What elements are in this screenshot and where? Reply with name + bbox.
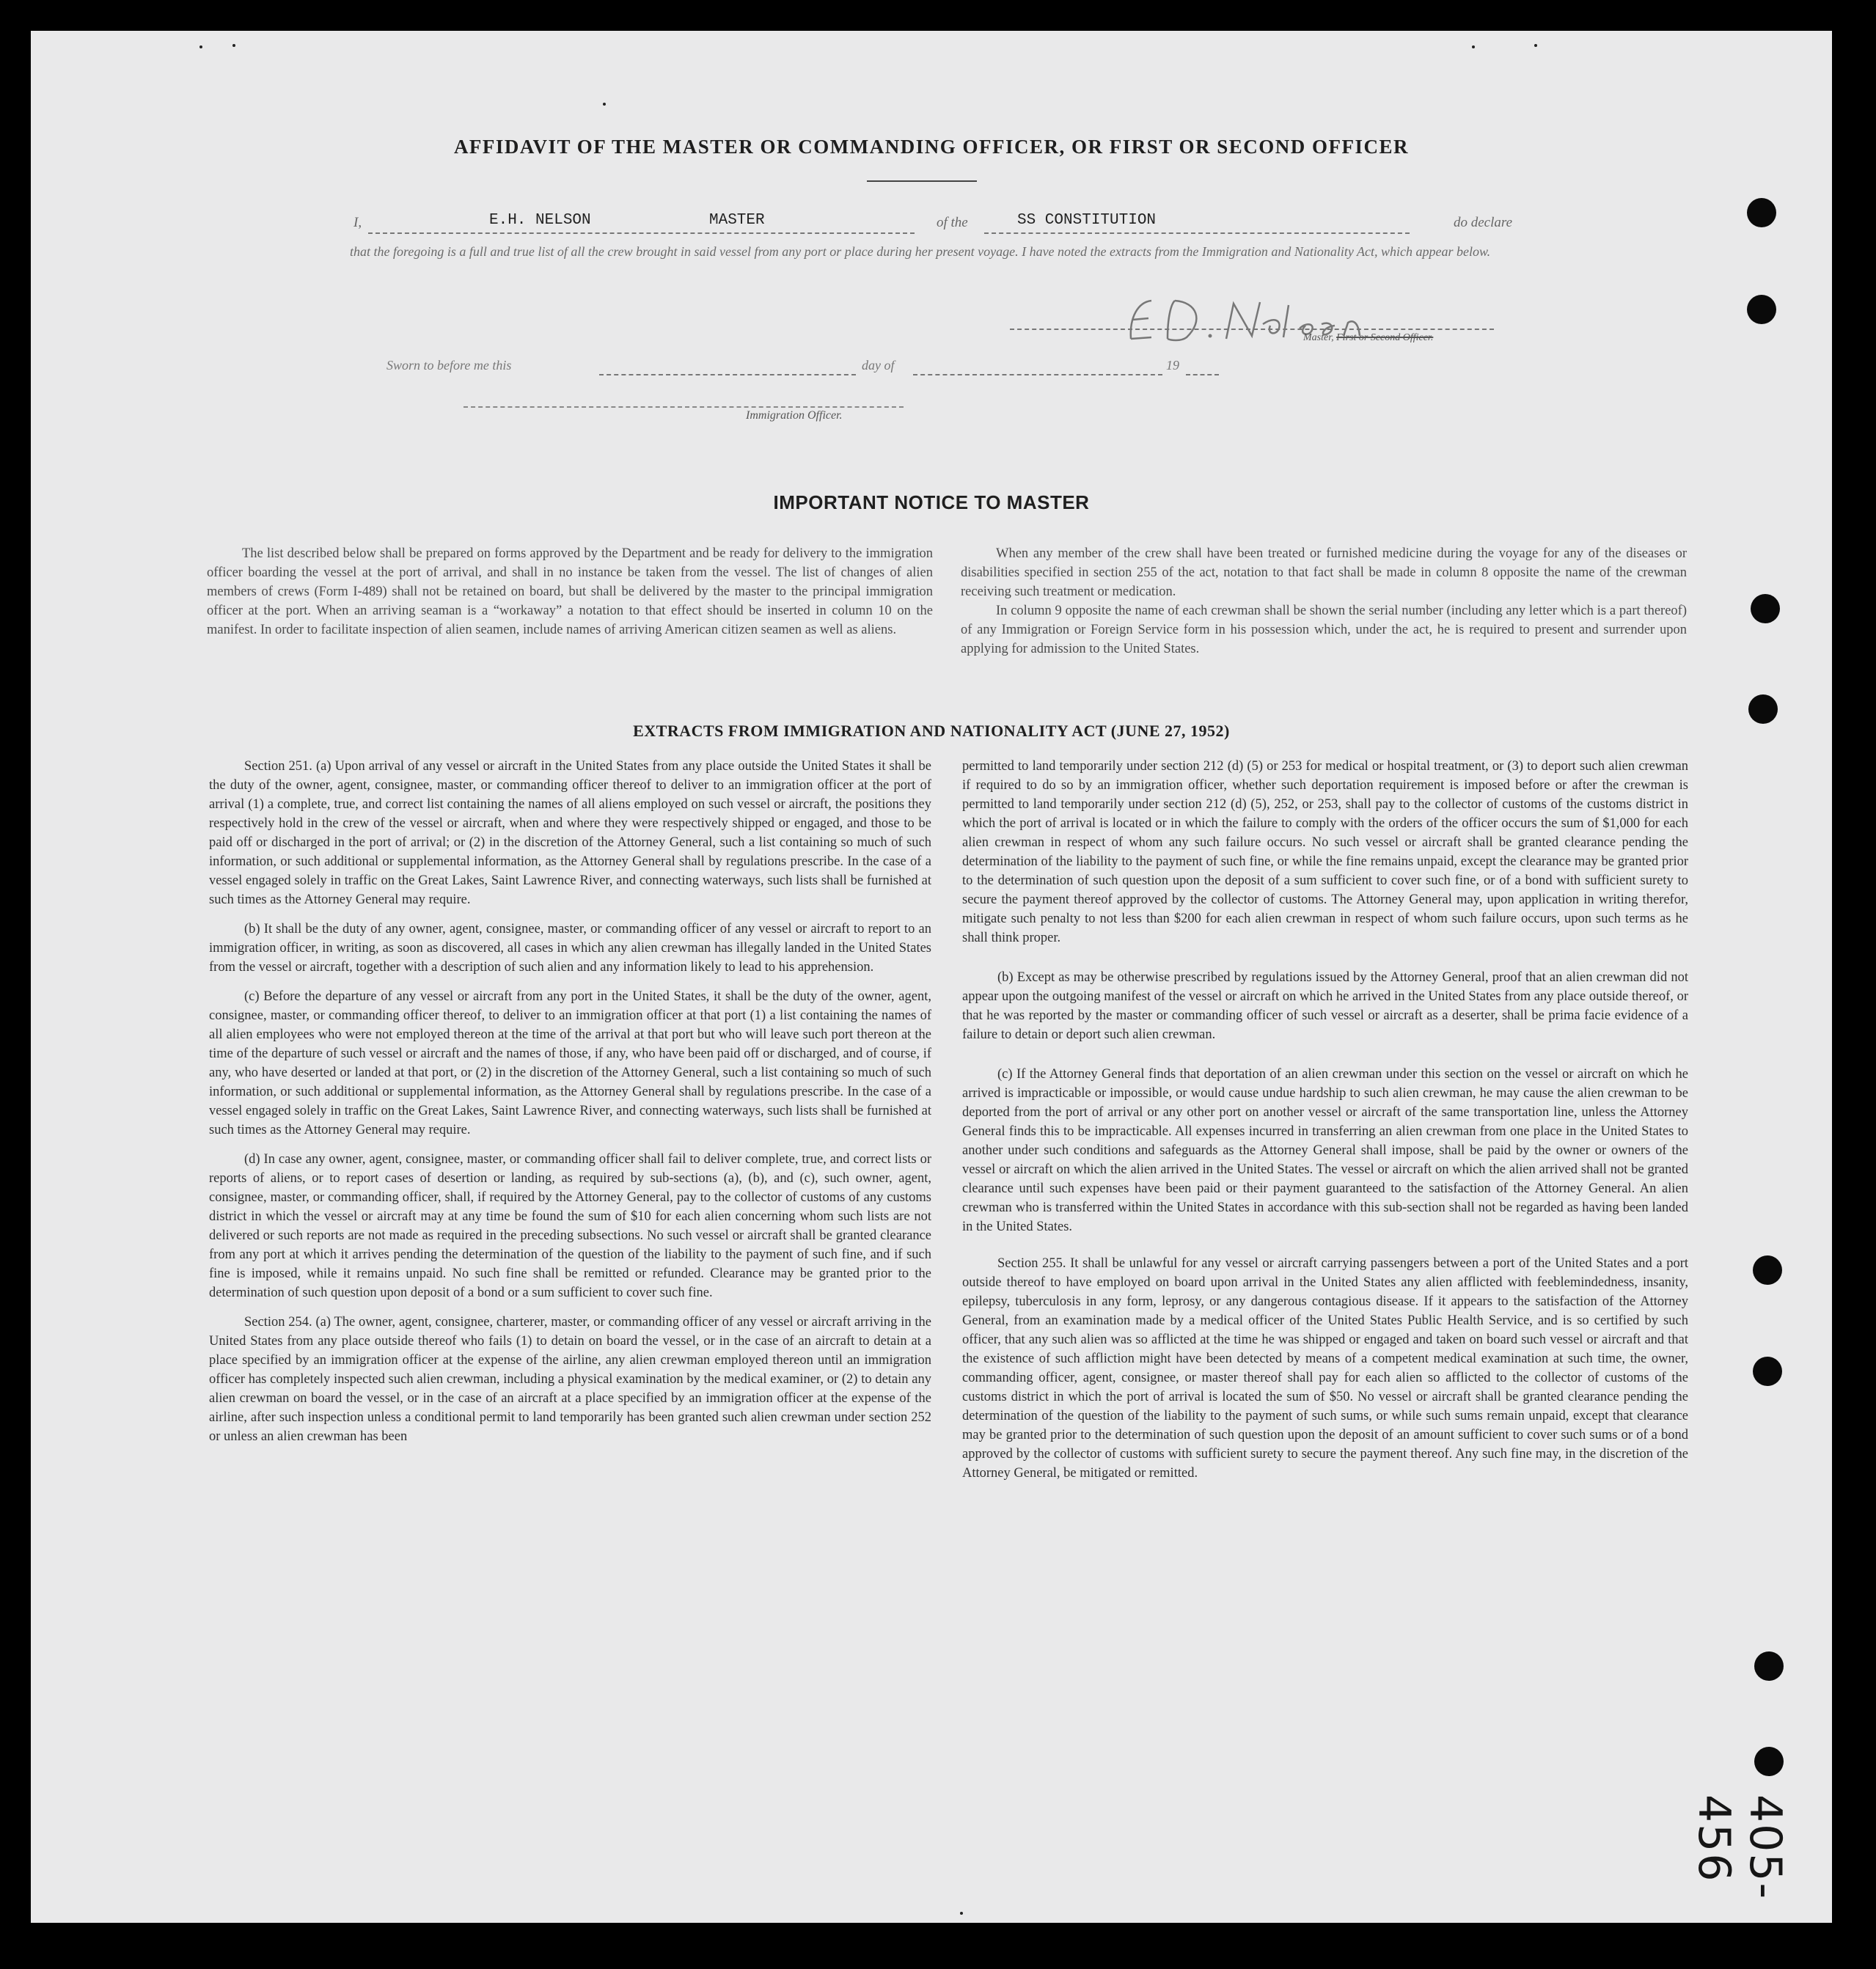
speck <box>1534 44 1537 47</box>
title-underline <box>867 180 977 182</box>
section-255: Section 255. It shall be unlawful for any vessel or aircraft carrying passengers between a port of the United States and a port outside thereof to have employed on board upon arrival in the United States any alien afflicted with feeblemindedness, insanity, epilepsy, tuberculosis in any form, leprosy, or any dangerous contagious disease. If it appears to the satisfaction of the Attorney General, from an examination made by a medical officer of the United States Public Health Service, and is so certified by such officer, that any such alien was so afflicted at the time he was shipped or engaged and taken on board such vessel or aircraft and that the existence of such affliction might have been detected by means of a competent medical examination at such time, the owner, commanding officer, agent, consignee, or master thereof shall pay for each alien so afflicted to the collector of customs of the customs district in which the port of arrival is located the sum of $50. No vessel or aircraft shall be granted clearance pending the determination of the question of the liability to the payment of such sums, or while such sums remain unpaid, except that clearance may be granted prior to the determination of such question upon the deposit of an amount sufficient to cover such sums or of a bond approved by the collector of customs with sufficient surety to secure the payment thereof. Any such fine may, in the discretion of the Attorney General, be mitigated or remitted. <box>962 1256 1688 1481</box>
section-251-b: (b) It shall be the duty of any owner, agent, consignee, master, or commanding officer of any vessel or aircraft to report to an immigration officer, in writing, as soon as discovered, all cases in which any alien crewman has illegally landed in the United States from the vessel or aircraft, together with a description of such alien and any information likely to lead to his apprehension. <box>209 922 931 975</box>
caption-master: Master, <box>1303 332 1334 343</box>
binder-hole <box>1747 198 1776 227</box>
speck <box>1472 45 1475 48</box>
day-of-label: day of <box>862 358 895 373</box>
of-the-label: of the <box>937 215 968 230</box>
signature-caption <box>1303 332 1433 344</box>
notice-left-column <box>207 544 933 639</box>
handwritten-page-number: 405-456 <box>1688 1794 1791 1901</box>
notice-paragraph: When any member of the crew shall have been treated or furnished medicine during the voyage for any of the diseases or disabilities specified in section 255 of the act, notation to that fact shall be made in column 8 opposite the name of the crewman receiving such treatment or medication. <box>961 546 1687 599</box>
sworn-label: Sworn to before me this <box>386 358 512 373</box>
extracts-right-column <box>962 757 1688 1483</box>
extracts-left-column <box>209 757 931 1446</box>
i-label: I, <box>353 215 362 230</box>
section-254-a: Section 254. (a) The owner, agent, consignee, charterer, master, or commanding officer of any vessel or aircraft arriving in the United States from any place outside thereof who fails (1) to detain on board the vessel, or in the case of an aircraft to detain at a place specified by an immigration officer at the expense of the airline, any alien crewman employed thereon until an immigration officer has completely inspected such alien crewman, including a physical examination by the medical examiner, or (2) to detain any alien crewman on board the vessel, or in the case of an aircraft at a place specified by an immigration officer at the expense of the airline, after such inspection unless a conditional permit to land temporarily has been granted such alien crewman under section 252 or unless an alien crewman has been <box>209 1315 931 1444</box>
officer-name: E.H. NELSON <box>489 212 591 229</box>
notice-paragraph: In column 9 opposite the name of each crewman shall be shown the serial number (including any letter which is a part thereof) of any Immigration or Foreign Service form in his possession which, under the act, he is required to present and surrender upon applying for admission to the United States. <box>961 604 1687 656</box>
caption-struck-officer: First or Second Officer. <box>1336 332 1434 343</box>
officer-rank: MASTER <box>709 212 765 229</box>
notice-right-column <box>961 544 1687 659</box>
speck <box>199 45 202 48</box>
notice-paragraph: The list described below shall be prepared on forms approved by the Department and be ready for delivery to the immigration officer boarding the vessel at the port of arrival, and shall in no instance be taken from the vessel. The list of changes of alien members of crews (Form I-489) shall not be retained on board, but shall be delivered by the master to the principal immigration officer at the port. When an arriving seaman is a “workaway” a notation to that effect should be inserted in column 10 on the manifest. In order to facilitate inspection of alien seamen, include names of arriving American citizen seamen as well as aliens. <box>207 546 933 637</box>
binder-hole <box>1753 1255 1782 1285</box>
affidavit-title: AFFIDAVIT OF THE MASTER OR COMMANDING OFFICER, OR FIRST OR SECOND OFFICER <box>453 136 1410 158</box>
section-254-c: (c) If the Attorney General finds that deportation of an alien crewman under this section on the vessel or aircraft on which he arrived is impracticable or impossible, or would cause undue hardship to such alien crewman, he may cause the alien crewman to be deported from the port of arrival or any other port on another vessel or aircraft of the same transportation line, unless the Attorney General finds this to be impracticable. All expenses incurred in transferring an alien crewman from one place in the United States to another under such conditions and safeguards as the Attorney General shall impose, shall be paid by the owner or owners of the vessel or aircraft on which the alien arrived in the United States. The vessel or aircraft on which the alien arrived shall not be granted clearance until such expenses have been paid or their payment guaranteed to the satisfaction of the Attorney General. An alien crewman who is transferred within the United States in accordance with this sub-section shall not be regarded as having been landed in the United States. <box>962 1067 1688 1234</box>
vessel-dashes <box>984 232 1410 234</box>
sworn-date-dashes <box>599 374 856 375</box>
extracts-title: EXTRACTS FROM IMMIGRATION AND NATIONALITY ACT (JUNE 27, 1952) <box>633 722 1230 740</box>
year-label: 19 <box>1166 358 1179 373</box>
affidavit-statement: that the foregoing is a full and true list of all the crew brought in said vessel from any port or place during her present voyage. I have noted the extracts from the Immigration and Nationality Act, which appear below. <box>350 244 1491 259</box>
immigration-officer-label: Immigration Officer. <box>746 409 843 422</box>
document-page <box>31 31 1832 1923</box>
do-declare-label: do declare <box>1454 215 1513 230</box>
declaration-line <box>353 209 1534 238</box>
year-dashes <box>1186 374 1219 375</box>
speck <box>960 1912 963 1915</box>
binder-hole <box>1748 694 1778 724</box>
section-254-b: (b) Except as may be otherwise prescribed by regulations issued by the Attorney General, proof that an alien crewman did not appear upon the outgoing manifest of the vessel or aircraft on which he arrived in the United States from any place outside thereof, or that he was reported by the master or commanding officer of such vessel or aircraft as a deserter, shall be prima facie evidence of a failure to detain or deport such alien crewman. <box>962 970 1688 1042</box>
name-rank-dashes <box>368 232 915 234</box>
speck <box>232 44 235 47</box>
binder-hole <box>1754 1747 1784 1776</box>
vessel-name: SS CONSTITUTION <box>1017 212 1157 229</box>
notice-title: IMPORTANT NOTICE TO MASTER <box>773 491 1090 513</box>
binder-hole <box>1751 594 1780 623</box>
section-254-a-continued: permitted to land temporarily under section 212 (d) (5) or 253 for medical or hospital treatment, or (3) to deport such alien crewman if required to do so by an immigration officer, whether such deportation requirement is imposed before or after the crewman is permitted to land temporarily under section 212 (d) (5), 252, or 253, shall pay to the collector of customs of the customs district in which the port of arrival is located or in which the failure to comply with the orders of the officer occurs the sum of $1,000 for each alien crewman in respect of whom any such failure occurs. No such vessel or aircraft shall be granted clearance pending the determination of the liability to the payment of such fine, or while the fine remains unpaid, except the clearance may be granted prior to the determination of such question upon the deposit of a sum sufficient to cover such fine, or of a bond with sufficient surety to secure the payment thereof approved by the collector of customs. The Attorney General may, upon application in writing therefor, mitigate such penalty to not less than $200 for each alien crewman in respect of whom such failure occurs, upon such terms as he shall think proper. <box>962 759 1688 945</box>
month-dashes <box>913 374 1162 375</box>
sworn-line <box>386 352 1230 381</box>
section-251-a: Section 251. (a) Upon arrival of any vessel or aircraft in the United States from any place outside the United States it shall be the duty of the owner, agent, consignee, master, or commanding officer thereof to deliver to an immigration officer at the port of arrival (1) a complete, true, and correct list containing the names of all aliens employed on such vessel or aircraft, the positions they respectively hold in the crew of the vessel or aircraft, when and where they were respectively shipped or engaged, and those to be paid off or discharged in the port of arrival; or (2) in the discretion of the Attorney General, such a list containing so much of such information, or such additional or supplemental information, as the Attorney General shall by regulations prescribe. In the case of a vessel engaged solely in traffic on the Great Lakes, Saint Lawrence River, and connecting waterways, such lists shall be furnished at such times as the Attorney General may require. <box>209 759 931 907</box>
binder-hole <box>1754 1651 1784 1681</box>
section-251-d: (d) In case any owner, agent, consignee, master, or commanding officer shall fail to deliver complete, true, and correct lists or reports of aliens, or to report cases of desertion or landing, as required by sub-sections (a), (b), and (c), such owner, agent, consignee, master, or commanding officer, shall, if required by the Attorney General, pay to the collector of customs of any customs district in which the vessel or aircraft may at any time be found the sum of $10 for each alien concerning whom such lists are not delivered or such reports are not made as required in the preceding subsections. No such vessel or aircraft shall be granted clearance from any port at which it arrives pending the determination of the question of the liability to the payment of such fine, and if such fine is imposed, while it remains unpaid. No such fine shall be remitted or refunded. Clearance may be granted prior to the determination of such question upon deposit of a bond or a sum sufficient to cover such fine. <box>209 1152 931 1300</box>
signature-line <box>1010 329 1494 330</box>
speck <box>603 103 606 106</box>
section-251-c: (c) Before the departure of any vessel or aircraft from any port in the United States, it shall be the duty of the owner, agent, consignee, master, or commanding officer thereof, to deliver to an immigration officer at that port (1) a list containing the names of all alien employees who were not employed thereon at the time of the arrival at that port but who will leave such port thereon at the time of the departure of such vessel or aircraft and the names of those, if any, who have been paid off or discharged, and of course, if any, who have deserted or landed at that port, or (2) in the discretion of the Attorney General, such a list containing so much of such information, or such additional or supplemental information, as the Attorney General shall by regulations prescribe. In the case of a vessel engaged solely in traffic on the Great Lakes, Saint Lawrence River, and connecting waterways, such lists shall be furnished at such times as the Attorney General may require. <box>209 989 931 1137</box>
binder-hole <box>1753 1357 1782 1386</box>
binder-hole <box>1747 295 1776 324</box>
officer-signature-line <box>463 406 904 408</box>
